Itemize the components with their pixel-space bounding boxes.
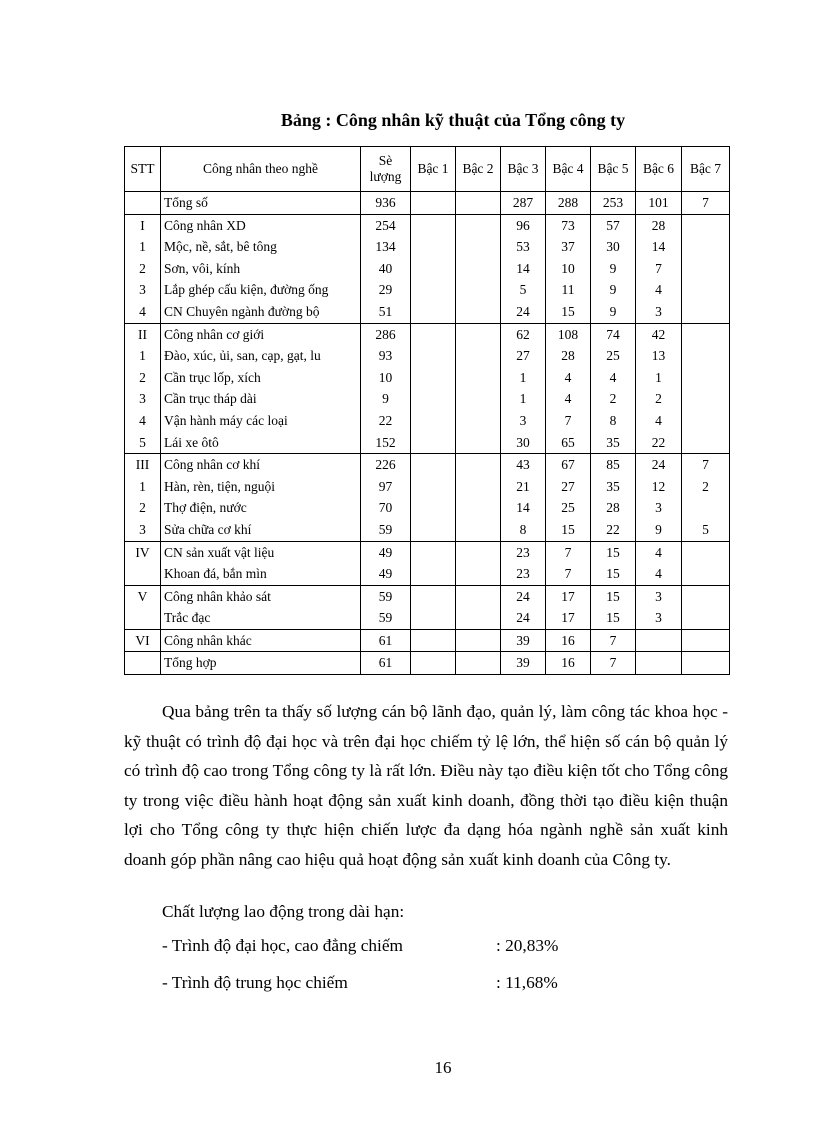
cell-stt: 3: [125, 388, 161, 410]
cell-occupation: Trắc đạc: [161, 607, 361, 629]
cell-stt: 1: [125, 345, 161, 367]
cell-value: 152: [361, 432, 411, 454]
table-row: [125, 345, 730, 367]
cell-value: [411, 541, 456, 563]
cell-value: [636, 629, 682, 652]
table-row: [125, 454, 730, 476]
cell-value: 4: [591, 367, 636, 389]
cell-value: [411, 607, 456, 629]
cell-occupation: Thợ điện, nước: [161, 497, 361, 519]
cell-value: [411, 497, 456, 519]
cell-value: 39: [501, 652, 546, 675]
cell-value: 61: [361, 652, 411, 675]
cell-stt: 4: [125, 410, 161, 432]
cell-value: 28: [546, 345, 591, 367]
cell-value: 4: [546, 388, 591, 410]
table-row: [125, 432, 730, 454]
cell-value: 10: [546, 258, 591, 280]
cell-value: 23: [501, 541, 546, 563]
analysis-paragraph: Qua bảng trên ta thấy số lượng cán bộ lãnh đạo, quản lý, làm công tác khoa học - kỹ thuật có trình độ đại học và trên đại học chiếm tỷ lệ lớn, thể hiện số cán bộ quản lý có trình độ cao trong Tổng công ty là rất lớn. Điều này tạo điều kiện tốt cho Tổng công ty trong việc điều hành hoạt động sản xuất kinh doanh, đồng thời tạo điều kiện thuận lợi cho Tổng công ty thực hiện chiến lược đa dạng hóa ngành nghề sản xuất kinh doanh góp phần nâng cao hiệu quả hoạt động sản xuất kinh doanh của Công ty.: [124, 702, 728, 869]
cell-value: [456, 388, 501, 410]
cell-value: 7: [591, 629, 636, 652]
cell-value: 5: [501, 279, 546, 301]
cell-value: 39: [501, 629, 546, 652]
cell-value: [411, 323, 456, 345]
cell-occupation: Lái xe ôtô: [161, 432, 361, 454]
cell-stt: V: [125, 585, 161, 607]
cell-value: 286: [361, 323, 411, 345]
cell-value: 7: [591, 652, 636, 675]
cell-value: [636, 652, 682, 675]
cell-value: 21: [501, 476, 546, 498]
cell-value: 25: [546, 497, 591, 519]
cell-value: [411, 476, 456, 498]
cell-value: 24: [501, 585, 546, 607]
cell-occupation: Công nhân XD: [161, 214, 361, 236]
header-grade-6: Bậc 6: [636, 147, 682, 192]
cell-value: 97: [361, 476, 411, 498]
table-row: [125, 323, 730, 345]
cell-value: [682, 301, 730, 323]
cell-value: [456, 236, 501, 258]
cell-value: 287: [501, 192, 546, 215]
cell-stt: VI: [125, 629, 161, 652]
cell-occupation: Vận hành máy các loại: [161, 410, 361, 432]
cell-stt: II: [125, 323, 161, 345]
header-grade-3: Bậc 3: [501, 147, 546, 192]
cell-value: 4: [636, 541, 682, 563]
table-header-row: [125, 147, 730, 192]
cell-occupation: CN Chuyên ngành đường bộ: [161, 301, 361, 323]
cell-value: 96: [501, 214, 546, 236]
cell-value: 4: [636, 279, 682, 301]
cell-value: 24: [636, 454, 682, 476]
cell-occupation: Hàn, rèn, tiện, nguội: [161, 476, 361, 498]
cell-value: [456, 563, 501, 585]
cell-stt: 4: [125, 301, 161, 323]
header-grade-4: Bậc 4: [546, 147, 591, 192]
table-row: [125, 629, 730, 652]
cell-value: 4: [546, 367, 591, 389]
cell-occupation: Công nhân khảo sát: [161, 585, 361, 607]
cell-value: [682, 607, 730, 629]
cell-value: 4: [636, 410, 682, 432]
cell-value: 16: [546, 629, 591, 652]
cell-value: 42: [636, 323, 682, 345]
cell-value: 15: [591, 563, 636, 585]
cell-value: 30: [591, 236, 636, 258]
cell-stt: [125, 563, 161, 585]
cell-value: 9: [591, 258, 636, 280]
cell-occupation: Công nhân cơ giới: [161, 323, 361, 345]
bullet-university: [162, 931, 662, 960]
cell-value: [456, 607, 501, 629]
cell-value: [411, 454, 456, 476]
cell-stt: [125, 607, 161, 629]
table-row: [125, 192, 730, 215]
cell-value: 15: [546, 301, 591, 323]
bullet-value: : 20,83%: [496, 936, 559, 955]
workers-table: [124, 146, 730, 675]
cell-value: [456, 367, 501, 389]
cell-value: 22: [591, 519, 636, 541]
cell-value: 3: [501, 410, 546, 432]
cell-occupation: Khoan đá, bắn mìn: [161, 563, 361, 585]
table-row: [125, 476, 730, 498]
cell-occupation: CN sản xuất vật liệu: [161, 541, 361, 563]
cell-stt: 2: [125, 497, 161, 519]
cell-value: 65: [546, 432, 591, 454]
cell-value: 24: [501, 607, 546, 629]
cell-value: 93: [361, 345, 411, 367]
cell-value: 3: [636, 585, 682, 607]
cell-value: 12: [636, 476, 682, 498]
cell-value: 43: [501, 454, 546, 476]
cell-value: 27: [501, 345, 546, 367]
cell-occupation: Công nhân cơ khí: [161, 454, 361, 476]
cell-value: [682, 323, 730, 345]
cell-value: [456, 410, 501, 432]
cell-value: [456, 301, 501, 323]
cell-stt: IV: [125, 541, 161, 563]
cell-value: 108: [546, 323, 591, 345]
header-stt: STT: [125, 147, 161, 192]
cell-stt: I: [125, 214, 161, 236]
cell-value: 16: [546, 652, 591, 675]
cell-value: [456, 345, 501, 367]
cell-value: 7: [636, 258, 682, 280]
cell-value: 11: [546, 279, 591, 301]
cell-value: 73: [546, 214, 591, 236]
cell-value: 61: [361, 629, 411, 652]
cell-value: [456, 652, 501, 675]
cell-value: 51: [361, 301, 411, 323]
cell-value: 134: [361, 236, 411, 258]
cell-occupation: Đào, xúc, ủi, san, cạp, gạt, lu: [161, 345, 361, 367]
cell-value: 25: [591, 345, 636, 367]
cell-stt: 3: [125, 279, 161, 301]
cell-occupation: Lắp ghép cấu kiện, đường ống: [161, 279, 361, 301]
cell-value: [411, 367, 456, 389]
cell-value: 1: [501, 367, 546, 389]
table-row: [125, 279, 730, 301]
cell-value: 7: [546, 563, 591, 585]
cell-occupation: Sửa chữa cơ khí: [161, 519, 361, 541]
cell-value: 9: [591, 279, 636, 301]
cell-value: 49: [361, 541, 411, 563]
cell-value: 30: [501, 432, 546, 454]
cell-value: [682, 214, 730, 236]
table-row: [125, 585, 730, 607]
cell-value: 27: [546, 476, 591, 498]
cell-value: 5: [682, 519, 730, 541]
cell-value: [456, 192, 501, 215]
cell-value: [682, 585, 730, 607]
quality-heading: Chất lượng lao động trong dài hạn:: [162, 902, 405, 921]
cell-value: 22: [636, 432, 682, 454]
cell-value: [456, 585, 501, 607]
cell-value: [682, 258, 730, 280]
cell-value: 29: [361, 279, 411, 301]
cell-value: [456, 214, 501, 236]
cell-value: 74: [591, 323, 636, 345]
cell-value: [456, 432, 501, 454]
cell-stt: 1: [125, 476, 161, 498]
cell-value: 53: [501, 236, 546, 258]
cell-value: 9: [361, 388, 411, 410]
table-row: [125, 301, 730, 323]
header-grade-2: Bậc 2: [456, 147, 501, 192]
cell-occupation: Công nhân khác: [161, 629, 361, 652]
table-row: [125, 388, 730, 410]
cell-value: 17: [546, 585, 591, 607]
cell-stt: [125, 652, 161, 675]
cell-value: [456, 279, 501, 301]
cell-value: 2: [682, 476, 730, 498]
table-row: [125, 519, 730, 541]
cell-stt: 2: [125, 367, 161, 389]
cell-value: [411, 279, 456, 301]
cell-stt: 1: [125, 236, 161, 258]
cell-value: [411, 301, 456, 323]
cell-value: 14: [501, 258, 546, 280]
cell-value: 2: [636, 388, 682, 410]
cell-value: 85: [591, 454, 636, 476]
cell-value: [682, 345, 730, 367]
cell-value: [411, 652, 456, 675]
cell-value: [411, 258, 456, 280]
cell-value: [456, 519, 501, 541]
cell-value: 15: [591, 585, 636, 607]
cell-value: 7: [682, 192, 730, 215]
cell-value: 15: [591, 607, 636, 629]
table-row: [125, 497, 730, 519]
cell-value: [456, 541, 501, 563]
cell-value: 22: [361, 410, 411, 432]
cell-stt: [125, 192, 161, 215]
cell-value: 28: [636, 214, 682, 236]
cell-value: 70: [361, 497, 411, 519]
cell-value: 8: [501, 519, 546, 541]
cell-value: 49: [361, 563, 411, 585]
cell-value: [456, 454, 501, 476]
cell-value: 2: [591, 388, 636, 410]
cell-value: 59: [361, 519, 411, 541]
table-row: [125, 652, 730, 675]
cell-occupation: Cần trục lốp, xích: [161, 367, 361, 389]
cell-value: 1: [501, 388, 546, 410]
cell-value: [682, 410, 730, 432]
cell-value: 7: [546, 541, 591, 563]
cell-value: 35: [591, 476, 636, 498]
cell-occupation: Mộc, nề, sắt, bê tông: [161, 236, 361, 258]
cell-value: [411, 585, 456, 607]
cell-value: [682, 432, 730, 454]
cell-value: 7: [546, 410, 591, 432]
cell-value: 35: [591, 432, 636, 454]
cell-value: 24: [501, 301, 546, 323]
cell-value: 101: [636, 192, 682, 215]
cell-value: 17: [546, 607, 591, 629]
cell-occupation: Cần trục tháp dài: [161, 388, 361, 410]
cell-value: 37: [546, 236, 591, 258]
cell-value: 254: [361, 214, 411, 236]
cell-value: [456, 323, 501, 345]
cell-value: [682, 497, 730, 519]
table-row: [125, 258, 730, 280]
header-grade-1: Bậc 1: [411, 147, 456, 192]
cell-value: 288: [546, 192, 591, 215]
header-quantity: Sè lượng: [361, 147, 411, 192]
cell-value: [411, 236, 456, 258]
cell-value: 59: [361, 585, 411, 607]
cell-value: 253: [591, 192, 636, 215]
cell-value: 7: [682, 454, 730, 476]
table-row: [125, 563, 730, 585]
cell-value: 9: [591, 301, 636, 323]
table-row: [125, 214, 730, 236]
cell-value: [682, 541, 730, 563]
cell-value: 40: [361, 258, 411, 280]
table-row: [125, 410, 730, 432]
bullet-label: - Trình độ đại học, cao đẳng chiếm: [162, 936, 403, 955]
cell-value: 28: [591, 497, 636, 519]
cell-value: 59: [361, 607, 411, 629]
cell-value: 15: [591, 541, 636, 563]
cell-value: [682, 629, 730, 652]
page-number: 16: [434, 1058, 452, 1077]
cell-value: 8: [591, 410, 636, 432]
cell-occupation: Tổng số: [161, 192, 361, 215]
cell-value: 57: [591, 214, 636, 236]
cell-stt: 3: [125, 519, 161, 541]
cell-value: [411, 563, 456, 585]
cell-value: 1: [636, 367, 682, 389]
cell-value: [411, 192, 456, 215]
cell-value: [456, 497, 501, 519]
cell-value: [411, 629, 456, 652]
cell-value: 226: [361, 454, 411, 476]
cell-value: [682, 652, 730, 675]
bullet-label: - Trình độ trung học chiếm: [162, 973, 348, 992]
cell-occupation: Tổng hợp: [161, 652, 361, 675]
table-row: [125, 367, 730, 389]
cell-value: [411, 432, 456, 454]
cell-value: 3: [636, 497, 682, 519]
cell-value: 3: [636, 301, 682, 323]
cell-value: [682, 279, 730, 301]
cell-value: 62: [501, 323, 546, 345]
cell-value: [682, 367, 730, 389]
bullet-secondary: [162, 968, 662, 997]
cell-value: 14: [501, 497, 546, 519]
table-title: Bảng : Công nhân kỹ thuật của Tổng công ty: [280, 110, 626, 130]
cell-value: 14: [636, 236, 682, 258]
table-row: [125, 236, 730, 258]
cell-value: [456, 476, 501, 498]
cell-value: 15: [546, 519, 591, 541]
cell-value: [456, 258, 501, 280]
cell-value: [411, 519, 456, 541]
cell-value: [682, 236, 730, 258]
cell-value: [411, 410, 456, 432]
cell-value: [411, 345, 456, 367]
cell-value: 10: [361, 367, 411, 389]
table-row: [125, 541, 730, 563]
cell-stt: 2: [125, 258, 161, 280]
table-row: [125, 607, 730, 629]
cell-value: 9: [636, 519, 682, 541]
cell-value: 67: [546, 454, 591, 476]
cell-occupation: Sơn, vôi, kính: [161, 258, 361, 280]
cell-value: 4: [636, 563, 682, 585]
header-occupation: Công nhân theo nghề: [161, 147, 361, 192]
cell-stt: III: [125, 454, 161, 476]
cell-value: [456, 629, 501, 652]
cell-value: [411, 388, 456, 410]
cell-value: 13: [636, 345, 682, 367]
cell-stt: 5: [125, 432, 161, 454]
cell-value: [682, 563, 730, 585]
header-grade-5: Bậc 5: [591, 147, 636, 192]
header-grade-7: Bậc 7: [682, 147, 730, 192]
cell-value: [682, 388, 730, 410]
bullet-value: : 11,68%: [496, 973, 558, 992]
cell-value: [411, 214, 456, 236]
cell-value: 3: [636, 607, 682, 629]
cell-value: 23: [501, 563, 546, 585]
cell-value: 936: [361, 192, 411, 215]
